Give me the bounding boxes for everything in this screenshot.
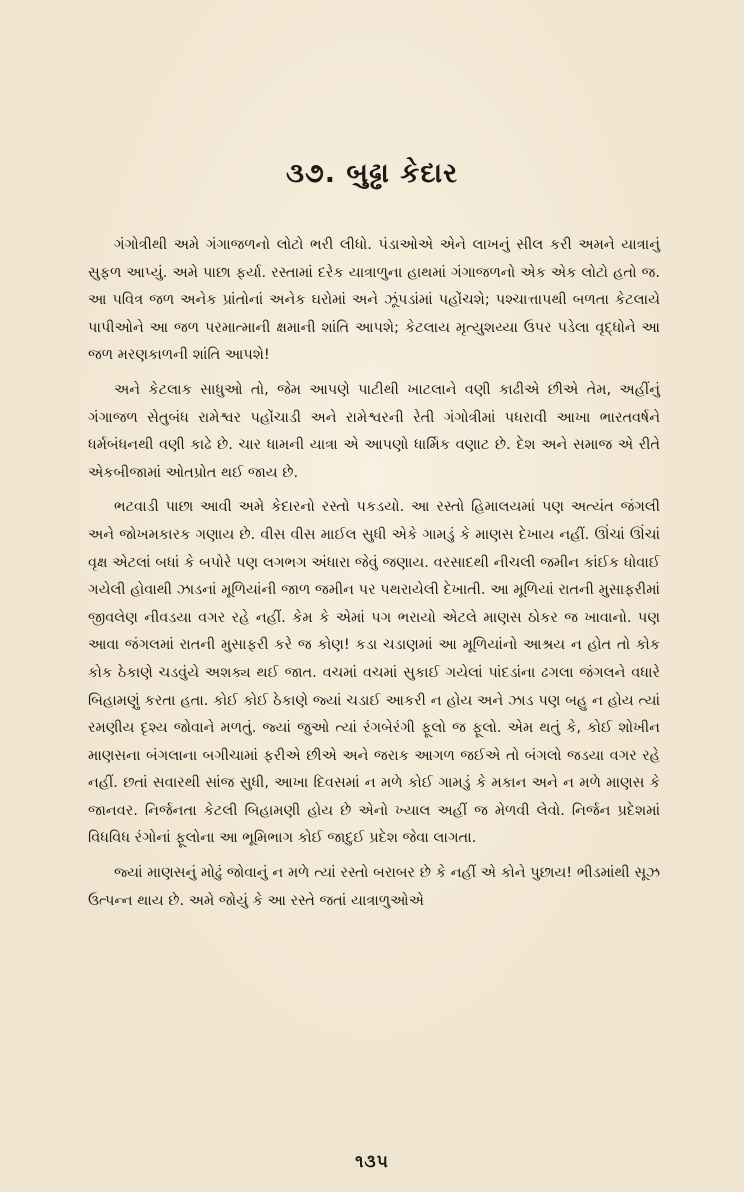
chapter-title: ૩૭. બુઢ્ઢા કેદાર [285,158,459,189]
paragraph-1: ગંગોત્રીથી અમે ગંગાજળનો લોટો ભરી લીધો. પંડાઓએ એને લાખનું સીલ કરી અમને યાત્રાનું સુફળ આપ્યું. અમે પાછા ફર્યા. રસ્તામાં દરેક યાત્રાળુના હાથમાં ગંગાજળનો એક એક લોટો હતો જ. આ પવિત્ર જળ અનેક પ્રાંતોનાં અનેક ઘરોમાં અને ઝૂંપડાંમાં પહોંચશે; પશ્ચાત્તાપથી બળતા કેટલાયે પાપીઓને આ જળ પરમાત્માની ક્ષમાની શાંતિ આપશે; કેટલાય મૃત્યુશય્યા ઉપર પડેલા વૃદ્ધોને આ જળ મરણકાળની શાંતિ આપશે! [88,237,660,364]
paragraph-3: ભટવાડી પાછા આવી અમે કેદારનો રસ્તો પકડયો. આ રસ્તો હિમાલયમાં પણ અત્યંત જંગલી અને જોખમકારક ગણાય છે. વીસ વીસ માઈલ સુધી એકે ગામડું કે માણસ દેખાય નહીં. ઊંચાં ઊંચાં વૃક્ષ એટલાં બધાં કે બપોરે પણ લગભગ અંધારા જેવું જણાય. વરસાદથી નીચલી જમીન કાંઈક ધોવાઈ ગયેલી હોવાથી ઝાડનાં મૂળિયાંની જાળ જમીન પર પથરાયેલી દેખાતી. આ મૂળિયાં રાતની મુસાફરીમાં જીવલેણ નીવડયા વગર રહે નહીં. કેમ કે એમાં પગ ભરાયો એટલે માણસ ઠોકર જ ખાવાનો. પણ આવા જંગલમાં રાતની મુસાફરી કરે જ કોણ! કડા ચડાણમાં આ મૂળિયાંનો આશ્રય ન હોત તો કોક કોક ઠેકાણે ચડવુંયે અશક્ય થઈ જાત. વચમાં વચમાં સુકાઈ ગયેલાં પાંદડાંના ઢગલા જંગલને વધારે બિહામણું કરતા હતા. કોઈ કોઈ ઠેકાણે જ્યાં ચડાઈ આકરી ન હોય અને ઝાડ પણ બહુ ન હોય ત્યાં રમણીય દૃશ્ય જોવાને મળતું. જ્યાં જુઓ ત્યાં રંગબેરંગી ફૂલો જ ફૂલો. એમ થતું કે, કોઈ શોખીન માણસના બંગલાના બગીચામાં ફરીએ છીએ અને જરાક આગળ જઈએ તો બંગલો જડયા વગર રહે નહીં. છતાં સવારથી સાંજ સુધી, આખા દિવસમાં ન મળે કોઈ ગામડું કે મકાન અને ન મળે માણસ કે જાનવર. નિર્જનતા કેટલી બિહામણી હોય છે એનો ખ્યાલ અહીં જ મેળવી લેવો. નિર્જન પ્રદેશમાં વિધવિધ રંગોનાં ફૂલોના આ ભૂમિભાગ કોઈ જાદુઈ પ્રદેશ જેવા લાગતા. [88,499,660,847]
page-number: ૧૩૫ [355,1152,389,1172]
paragraph-4: જ્યાં માણસનું મોઢું જોવાનું ન મળે ત્યાં રસ્તો બરાબર છે કે નહીં એ કોને પુછાય! ભીડમાંથી સૂઝ ઉત્પન્ન થાય છે. અમે જોયું કે આ રસ્તે જતાં યાત્રાળુઓએ [88,865,660,909]
paragraph-2: અને કેટલાક સાધુઓ તો, જેમ આપણે પાટીથી ખાટલાને વણી કાઢીએ છીએ તેમ, અહીંનું ગંગાજળ સેતુબંધ રામેશ્વર પહોંચાડી અને રામેશ્વરની રેતી ગંગોત્રીમાં પધરાવી આખા ભારતવર્ષને ધર્મબંધનથી વણી કાઢે છે. ચાર ધામની યાત્રા એ આપણો ધાર્મિક વણાટ છે. દેશ અને સમાજ એ રીતે એકબીજામાં ઓતપ્રોત થઈ જાય છે. [88,381,660,481]
body-text [88,232,660,915]
